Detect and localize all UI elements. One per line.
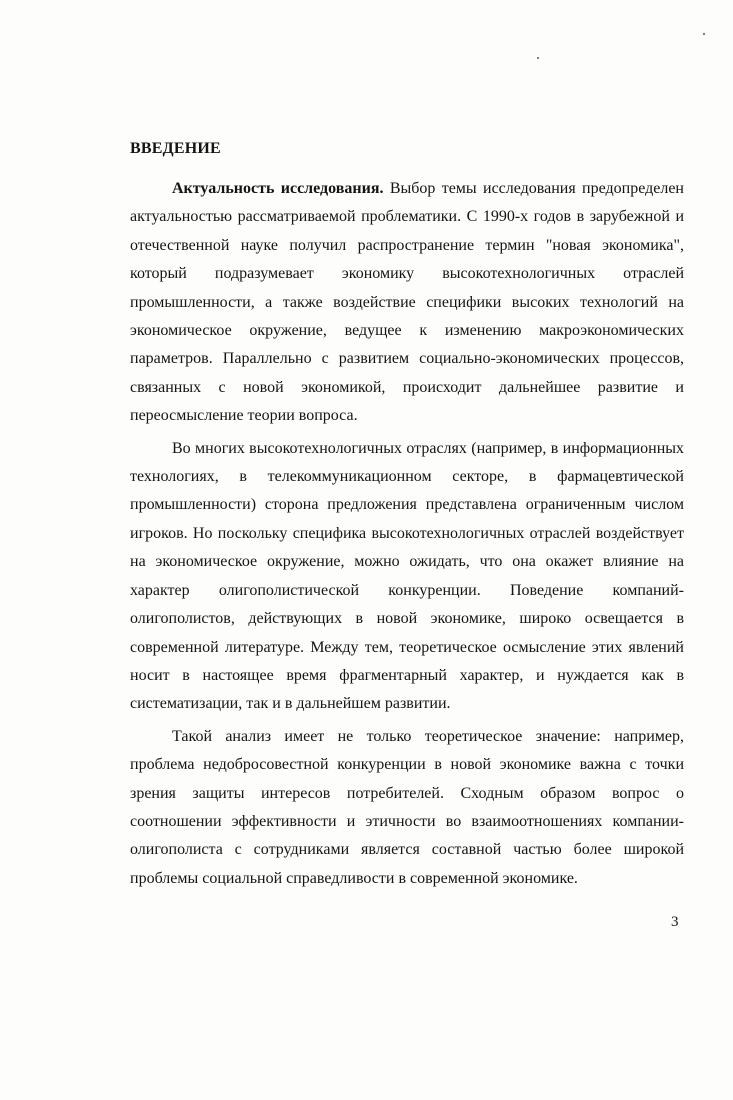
page-number: 3 (671, 914, 679, 930)
paragraph-text: Во многих высокотехнологичных отраслях (например, в информационных технологиях, в телекоммуникационном секторе, в фармацевтической промышленности) сторона предложения представлена ограниченным числом игроков. Но поскольку специфика высокотехнологичных отраслей воздействует на экономическое окружение, можно ожидать, что она окажет влияние на характер олигополистической конкуренции. Поведение компаний-олигополистов, действующих в новой экономике, широко освещается в современной литературе. Между тем, теоретическое осмысление этих явлений носит в настоящее время фрагментарный характер, и нуждается как в систематизации, так и в дальнейшем развитии. (130, 439, 684, 713)
paragraph-relevance (130, 175, 684, 431)
paragraph-lead: Актуальность исследования. (172, 180, 384, 197)
paragraph-text: Такой анализ имеет не только теоретическое значение: например, проблема недобросовестной конкуренции в новой экономике важна с точки зрения защиты интересов потребителей. Сходным образом вопрос о соотношении эффективности и этичности во взаимоотношениях компании-олигополиста с сотрудниками является составной частью более широкой проблемы социальной справедливости в современной экономике. (130, 727, 684, 887)
scan-speck (537, 57, 539, 59)
scan-speck (703, 33, 705, 35)
paragraph-text: Выбор темы исследования предопределен актуальностью рассматриваемой проблематики. С 1990-х годов в зарубежной и отечественной науке получил распространение термин "новая экономика", который подразумевает экономику высокотехнологичных отраслей промышленности, а также воздействие специфики высоких технологий на экономическое окружение, ведущее к изменению макроэкономических параметров. Параллельно с развитием социально-экономических процессов, связанных с новой экономикой, происходит дальнейшее развитие и переосмысление теории вопроса. (130, 180, 684, 425)
paragraph-industries (130, 435, 684, 719)
section-heading: ВВЕДЕНИЕ (130, 140, 221, 157)
body-text (130, 175, 684, 897)
paragraph-analysis (130, 723, 684, 893)
